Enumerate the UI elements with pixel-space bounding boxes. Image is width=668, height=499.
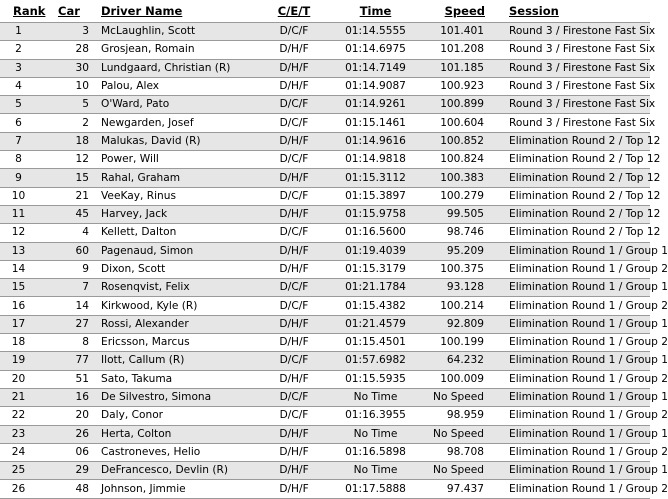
table-row: [0, 370, 650, 388]
table-row: [0, 315, 650, 333]
cell-speed: 100.214: [421, 297, 499, 315]
cell-time: 01:15.9758: [330, 205, 421, 223]
cell-rank: 13: [0, 242, 55, 260]
cell-cet: D/H/F: [258, 59, 330, 77]
cell-session: Elimination Round 1 / Group 1: [499, 315, 650, 333]
cell-rank: 18: [0, 334, 55, 352]
cell-car: 45: [55, 205, 93, 223]
table-body: [0, 23, 668, 499]
cell-cet: D/C/F: [258, 96, 330, 114]
cell-time: 01:15.1461: [330, 114, 421, 132]
cell-session: Elimination Round 1 / Group 1: [499, 462, 650, 480]
cell-rank: 22: [0, 407, 55, 425]
cell-cet: D/C/F: [258, 388, 330, 406]
table-row: [0, 205, 650, 223]
cell-car: 10: [55, 77, 93, 95]
cell-rank: 15: [0, 279, 55, 297]
cell-cet: D/C/F: [258, 279, 330, 297]
cell-car: 60: [55, 242, 93, 260]
cell-speed: 98.959: [421, 407, 499, 425]
cell-speed: 64.232: [421, 352, 499, 370]
cell-cet: D/H/F: [258, 41, 330, 59]
cell-speed: 95.209: [421, 242, 499, 260]
table-row: [0, 23, 650, 41]
cell-driver-name: Johnson, Jimmie: [93, 480, 258, 498]
cell-rank: 23: [0, 425, 55, 443]
header-rank: Rank: [13, 4, 46, 18]
cell-time: 01:15.4382: [330, 297, 421, 315]
cell-session: Round 3 / Firestone Fast Six: [499, 96, 650, 114]
cell-session: Round 3 / Firestone Fast Six: [499, 59, 650, 77]
cell-cet: D/C/F: [258, 114, 330, 132]
cell-rank: 14: [0, 260, 55, 278]
cell-cet: D/C/F: [258, 224, 330, 242]
cell-speed: 92.809: [421, 315, 499, 333]
cell-session: Elimination Round 2 / Top 12: [499, 224, 650, 242]
cell-driver-name: McLaughlin, Scott: [93, 23, 258, 41]
table-row: [0, 352, 650, 370]
header-cet: C/E/T: [277, 4, 311, 18]
cell-speed: No Speed: [421, 425, 499, 443]
cell-session: Elimination Round 2 / Top 12: [499, 132, 650, 150]
header-driver-name: Driver Name: [101, 4, 183, 18]
table-row: [0, 77, 650, 95]
cell-time: 01:15.4501: [330, 334, 421, 352]
cell-speed: 100.923: [421, 77, 499, 95]
cell-cet: D/C/F: [258, 297, 330, 315]
cell-time: 01:21.4579: [330, 315, 421, 333]
cell-driver-name: Ericsson, Marcus: [93, 334, 258, 352]
cell-driver-name: DeFrancesco, Devlin (R): [93, 462, 258, 480]
cell-session: Elimination Round 1 / Group 2: [499, 260, 650, 278]
cell-driver-name: Daly, Conor: [93, 407, 258, 425]
cell-car: 3: [55, 23, 93, 41]
cell-rank: 4: [0, 77, 55, 95]
header-session: Session: [509, 4, 559, 18]
cell-driver-name: Newgarden, Josef: [93, 114, 258, 132]
cell-time: 01:14.9261: [330, 96, 421, 114]
header-speed: Speed: [444, 4, 485, 18]
table-row: [0, 187, 650, 205]
cell-session: Round 3 / Firestone Fast Six: [499, 114, 650, 132]
table-header: [0, 0, 650, 23]
cell-driver-name: Malukas, David (R): [93, 132, 258, 150]
cell-session: Elimination Round 1 / Group 1: [499, 352, 650, 370]
cell-driver-name: Sato, Takuma: [93, 370, 258, 388]
cell-driver-name: VeeKay, Rinus: [93, 187, 258, 205]
cell-time: No Time: [330, 462, 421, 480]
table-row: [0, 480, 650, 498]
cell-driver-name: Pagenaud, Simon: [93, 242, 258, 260]
cell-cet: D/H/F: [258, 242, 330, 260]
cell-speed: 97.437: [421, 480, 499, 498]
cell-rank: 21: [0, 388, 55, 406]
cell-speed: 100.279: [421, 187, 499, 205]
table-row: [0, 443, 650, 461]
cell-driver-name: Rosenqvist, Felix: [93, 279, 258, 297]
cell-rank: 16: [0, 297, 55, 315]
cell-session: Elimination Round 2 / Top 12: [499, 151, 650, 169]
cell-time: 01:21.1784: [330, 279, 421, 297]
cell-speed: 100.375: [421, 260, 499, 278]
table-row: [0, 260, 650, 278]
cell-speed: 101.185: [421, 59, 499, 77]
cell-car: 28: [55, 41, 93, 59]
table-row: [0, 41, 650, 59]
cell-cet: D/H/F: [258, 370, 330, 388]
cell-speed: 100.383: [421, 169, 499, 187]
cell-car: 15: [55, 169, 93, 187]
header-time: Time: [359, 4, 392, 18]
cell-cet: D/C/F: [258, 407, 330, 425]
cell-speed: 98.708: [421, 443, 499, 461]
cell-driver-name: Grosjean, Romain: [93, 41, 258, 59]
cell-cet: D/C/F: [258, 352, 330, 370]
table-row: [0, 59, 650, 77]
cell-car: 16: [55, 388, 93, 406]
cell-rank: 6: [0, 114, 55, 132]
cell-car: 30: [55, 59, 93, 77]
cell-rank: 10: [0, 187, 55, 205]
cell-speed: 100.009: [421, 370, 499, 388]
cell-rank: 3: [0, 59, 55, 77]
cell-speed: 100.852: [421, 132, 499, 150]
cell-driver-name: Kirkwood, Kyle (R): [93, 297, 258, 315]
cell-session: Elimination Round 1 / Group 2: [499, 370, 650, 388]
cell-rank: 9: [0, 169, 55, 187]
cell-cet: D/H/F: [258, 334, 330, 352]
cell-speed: 100.199: [421, 334, 499, 352]
cell-rank: 7: [0, 132, 55, 150]
cell-speed: No Speed: [421, 388, 499, 406]
cell-cet: D/H/F: [258, 480, 330, 498]
table-row: [0, 242, 650, 260]
cell-time: No Time: [330, 388, 421, 406]
cell-driver-name: Ilott, Callum (R): [93, 352, 258, 370]
cell-car: 48: [55, 480, 93, 498]
table-row: [0, 279, 650, 297]
cell-cet: D/C/F: [258, 151, 330, 169]
cell-time: 01:14.9818: [330, 151, 421, 169]
cell-time: 01:15.3897: [330, 187, 421, 205]
cell-rank: 12: [0, 224, 55, 242]
cell-time: 01:15.3112: [330, 169, 421, 187]
table-row: [0, 388, 650, 406]
cell-time: 01:15.5935: [330, 370, 421, 388]
cell-cet: D/H/F: [258, 132, 330, 150]
cell-car: 21: [55, 187, 93, 205]
cell-rank: 26: [0, 480, 55, 498]
cell-rank: 11: [0, 205, 55, 223]
cell-time: 01:14.7149: [330, 59, 421, 77]
cell-car: 7: [55, 279, 93, 297]
cell-time: 01:15.3179: [330, 260, 421, 278]
table-row: [0, 224, 650, 242]
cell-time: 01:57.6982: [330, 352, 421, 370]
cell-speed: 100.899: [421, 96, 499, 114]
table-row: [0, 462, 650, 480]
cell-driver-name: Kellett, Dalton: [93, 224, 258, 242]
cell-rank: 20: [0, 370, 55, 388]
cell-speed: 100.604: [421, 114, 499, 132]
cell-speed: 101.208: [421, 41, 499, 59]
cell-session: Round 3 / Firestone Fast Six: [499, 23, 650, 41]
cell-driver-name: Lundgaard, Christian (R): [93, 59, 258, 77]
cell-driver-name: Herta, Colton: [93, 425, 258, 443]
cell-time: 01:14.5555: [330, 23, 421, 41]
table-row: [0, 169, 650, 187]
cell-session: Elimination Round 1 / Group 2: [499, 297, 650, 315]
cell-car: 27: [55, 315, 93, 333]
cell-time: No Time: [330, 425, 421, 443]
table-row: [0, 151, 650, 169]
cell-driver-name: De Silvestro, Simona: [93, 388, 258, 406]
cell-session: Elimination Round 1 / Group 1: [499, 279, 650, 297]
header-row: [0, 0, 650, 23]
cell-time: 01:14.9616: [330, 132, 421, 150]
cell-speed: 100.824: [421, 151, 499, 169]
cell-driver-name: O'Ward, Pato: [93, 96, 258, 114]
cell-cet: D/H/F: [258, 425, 330, 443]
cell-session: Round 3 / Firestone Fast Six: [499, 41, 650, 59]
table-row: [0, 425, 650, 443]
cell-session: Round 3 / Firestone Fast Six: [499, 77, 650, 95]
cell-session: Elimination Round 1 / Group 2: [499, 480, 650, 498]
cell-time: 01:16.3955: [330, 407, 421, 425]
cell-car: 12: [55, 151, 93, 169]
table-row: [0, 132, 650, 150]
cell-car: 5: [55, 96, 93, 114]
table-row: [0, 114, 650, 132]
cell-cet: D/H/F: [258, 169, 330, 187]
cell-driver-name: Dixon, Scott: [93, 260, 258, 278]
table-row: [0, 407, 650, 425]
cell-car: 9: [55, 260, 93, 278]
cell-cet: D/H/F: [258, 443, 330, 461]
cell-cet: D/H/F: [258, 205, 330, 223]
cell-cet: D/H/F: [258, 260, 330, 278]
cell-car: 26: [55, 425, 93, 443]
cell-car: 14: [55, 297, 93, 315]
cell-car: 06: [55, 443, 93, 461]
cell-rank: 8: [0, 151, 55, 169]
cell-cet: D/H/F: [258, 315, 330, 333]
cell-time: 01:16.5600: [330, 224, 421, 242]
cell-car: 20: [55, 407, 93, 425]
cell-session: Elimination Round 1 / Group 1: [499, 425, 650, 443]
cell-driver-name: Rahal, Graham: [93, 169, 258, 187]
cell-speed: No Speed: [421, 462, 499, 480]
cell-rank: 24: [0, 443, 55, 461]
cell-driver-name: Rossi, Alexander: [93, 315, 258, 333]
cell-car: 4: [55, 224, 93, 242]
cell-rank: 19: [0, 352, 55, 370]
cell-cet: D/H/F: [258, 77, 330, 95]
cell-session: Elimination Round 1 / Group 2: [499, 334, 650, 352]
table-row: [0, 297, 650, 315]
cell-speed: 93.128: [421, 279, 499, 297]
cell-time: 01:17.5888: [330, 480, 421, 498]
cell-driver-name: Power, Will: [93, 151, 258, 169]
cell-car: 51: [55, 370, 93, 388]
cell-speed: 98.746: [421, 224, 499, 242]
cell-session: Elimination Round 1 / Group 2: [499, 407, 650, 425]
cell-driver-name: Castroneves, Helio: [93, 443, 258, 461]
cell-cet: D/H/F: [258, 462, 330, 480]
cell-time: 01:14.9087: [330, 77, 421, 95]
cell-session: Elimination Round 2 / Top 12: [499, 205, 650, 223]
cell-rank: 25: [0, 462, 55, 480]
cell-speed: 99.505: [421, 205, 499, 223]
cell-rank: 17: [0, 315, 55, 333]
cell-rank: 5: [0, 96, 55, 114]
table-row: [0, 334, 650, 352]
cell-time: 01:19.4039: [330, 242, 421, 260]
cell-car: 18: [55, 132, 93, 150]
cell-time: 01:16.5898: [330, 443, 421, 461]
cell-rank: 2: [0, 41, 55, 59]
header-car: Car: [58, 4, 80, 18]
cell-car: 29: [55, 462, 93, 480]
cell-rank: 1: [0, 23, 55, 41]
cell-cet: D/C/F: [258, 187, 330, 205]
cell-session: Elimination Round 2 / Top 12: [499, 169, 650, 187]
cell-speed: 101.401: [421, 23, 499, 41]
cell-driver-name: Palou, Alex: [93, 77, 258, 95]
cell-car: 77: [55, 352, 93, 370]
cell-car: 2: [55, 114, 93, 132]
cell-session: Elimination Round 1 / Group 1: [499, 242, 650, 260]
cell-session: Elimination Round 1 / Group 2: [499, 443, 650, 461]
cell-driver-name: Harvey, Jack: [93, 205, 258, 223]
cell-session: Elimination Round 1 / Group 1: [499, 388, 650, 406]
cell-cet: D/C/F: [258, 23, 330, 41]
cell-car: 8: [55, 334, 93, 352]
cell-session: Elimination Round 2 / Top 12: [499, 187, 650, 205]
table-row: [0, 96, 650, 114]
cell-time: 01:14.6975: [330, 41, 421, 59]
